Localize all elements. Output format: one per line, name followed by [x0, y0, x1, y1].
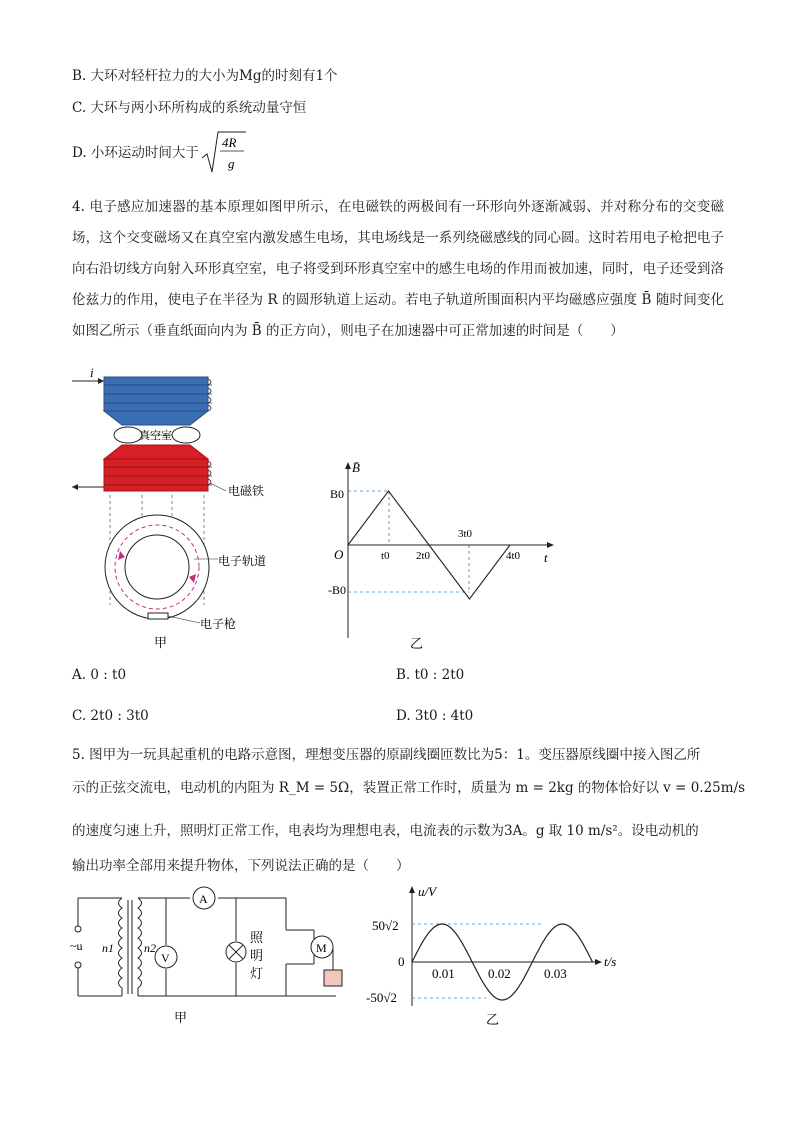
orbit-top-view: [105, 515, 209, 619]
q4-option-d: D. 3t0 : 4t0: [396, 708, 474, 724]
y-tick-pos: B0: [330, 487, 345, 501]
n1-label: n1: [102, 941, 114, 955]
fig-yi-caption: 乙: [410, 637, 424, 650]
x-axis-arrow: [547, 542, 554, 548]
t-tick-1: t0: [381, 550, 390, 562]
t-tick-3: 0.03: [544, 966, 567, 981]
circuit-caption: 甲: [174, 1011, 188, 1026]
source-label: ~u: [70, 939, 83, 953]
sqrt-numerator: 4R: [222, 135, 237, 150]
q3-option-d: [72, 143, 199, 163]
q5-stem-2: 示的正弦交流电，电动机的内阻为 R_M = 5Ω，装置正常工作时，质量为 m = 2kg 的物体恰好以 v = 0.25m/s: [72, 780, 746, 796]
vacuum-chamber: [114, 427, 200, 443]
x-axis-arrow: [595, 959, 602, 965]
lamp-icon: [226, 942, 246, 962]
magnet-label: 电磁铁: [228, 484, 265, 498]
y-tick-neg: -50√2: [366, 990, 397, 1005]
q4-option-a: A. 0 : t0: [72, 667, 127, 683]
y-axis-label: u/V: [418, 884, 437, 899]
sine-caption: 乙: [486, 1013, 500, 1028]
t-tick-2: 2t0: [416, 550, 431, 562]
current-label: i: [90, 365, 94, 380]
origin-label: O: [334, 547, 344, 562]
load-block: [324, 970, 342, 986]
lamp-char-1: 照: [250, 931, 264, 946]
lamp-char-3: 灯: [250, 967, 264, 982]
upper-magnet-pole: [104, 377, 212, 425]
motor-label: M: [316, 941, 327, 955]
t-tick-3: 3t0: [458, 528, 473, 540]
t-tick-1: 0.01: [432, 966, 455, 981]
gun-label: 电子枪: [200, 617, 237, 631]
t-tick-2: 0.02: [488, 966, 511, 981]
q4-figure-yi: [328, 460, 568, 650]
sine-guides: [412, 924, 544, 998]
q4-stem: 4. 电子感应加速器的基本原理如图甲所示，在电磁铁的两极间有一环形向外逐渐减弱、并对称分布的交变磁场，这个交变磁场又在真空室内激发感生电场，其电场线是一系列绕磁感线的同心圆。这时若用电子枪把电子向右沿切线方向射入环形真空室，电子将受到环形真空室中的感生电场的作用而被加速，同时，电子还受到洛伦兹力的作用，使电子在半径为 R 的圆形轨道上运动。若电子轨道所围面积内平均磁感应强度 B̄ 随时间变化如图乙所示（垂直纸面向内为 B̄ 的正方向），则电子在加速器中可正常加速的时间是（ ）: [72, 199, 724, 339]
dashed-guides: [348, 491, 469, 592]
q5-stem-4: 输出功率全部用来提升物体，下列说法正确的是（ ）: [72, 858, 410, 874]
y-axis-arrow: [345, 462, 351, 469]
sqrt-formula: [200, 128, 250, 176]
chamber-label: 真空室: [139, 429, 172, 442]
q4-figure-jia: [60, 365, 290, 655]
y-tick-zero: 0: [398, 954, 405, 969]
y-axis-arrow: [409, 886, 415, 893]
x-axis-label: t: [544, 550, 548, 565]
voltmeter-label: V: [161, 951, 170, 965]
ammeter-label: A: [199, 892, 208, 906]
q4-option-c: C. 2t0 : 3t0: [72, 708, 149, 724]
n2-label: n2: [144, 941, 156, 955]
lamp-char-2: 明: [250, 949, 264, 964]
lower-magnet-pole: [104, 445, 212, 491]
t-tick-4: 4t0: [506, 550, 521, 562]
q3-option-b-text: B. 大环对轻杆拉力的大小为Mg的时刻有1个: [72, 68, 338, 84]
y-tick-pos: 50√2: [372, 918, 399, 933]
q5-stem-1: 5. 图甲为一玩具起重机的电路示意图，理想变压器的原副线圈匝数比为5：1。变压器原线圈中接入图乙所: [72, 747, 701, 763]
q3-option-c: [72, 98, 306, 118]
q3-option-c-text: C. 大环与两小环所构成的系统动量守恒: [72, 100, 307, 116]
y-tick-neg: -B0: [328, 583, 346, 597]
q3-option-b: [72, 66, 338, 86]
x-axis-label: t/s: [604, 954, 617, 969]
q5-circuit-jia: [66, 884, 366, 1034]
y-axis-label: B̄: [352, 460, 360, 475]
q5-figure-yi: [362, 880, 632, 1030]
electron-gun: [148, 613, 168, 619]
sqrt-denominator: g: [228, 156, 235, 171]
orbit-label: 电子轨道: [218, 554, 267, 568]
q4-option-b: B. t0 : 2t0: [396, 667, 465, 683]
q5-stem-3: 的速度匀速上升，照明灯正常工作，电表均为理想电表，电流表的示数为3A。g 取 10 m/s²。设电动机的: [72, 823, 699, 839]
fig-jia-caption: 甲: [154, 636, 168, 651]
q3-option-d-text: D. 小环运动时间大于: [72, 145, 199, 161]
